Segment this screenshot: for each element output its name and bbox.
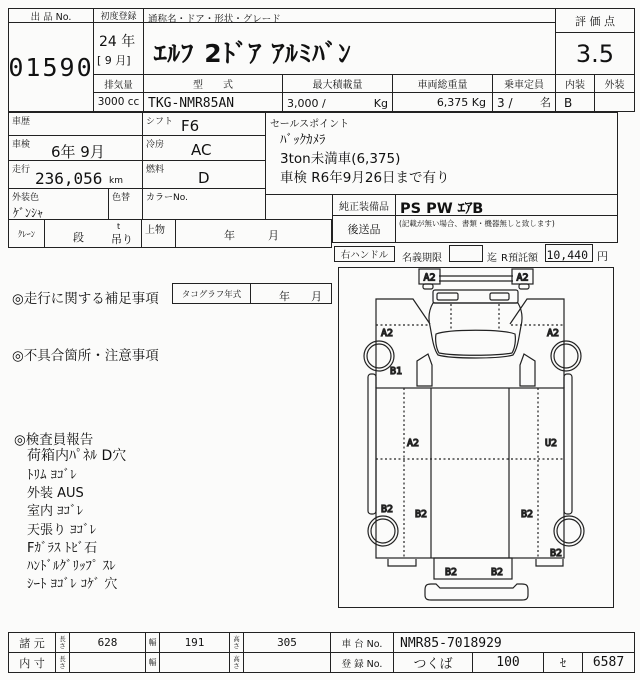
exterior-grade xyxy=(594,92,635,112)
tacho-year: 年 xyxy=(279,290,290,303)
deposit-value: 10,440 xyxy=(546,248,588,262)
inspector-line: 天張り ﾖｺﾞﾚ xyxy=(27,523,97,538)
tacho-month: 月 xyxy=(311,290,322,303)
chassis-label: 車 台 No. xyxy=(330,632,394,653)
length-label: 長さ xyxy=(59,654,66,670)
crane-dan: 段 xyxy=(73,231,84,244)
mileage-value: 236,056 xyxy=(35,169,103,188)
width-label: 幅 xyxy=(145,652,160,673)
inspector-line: ｼｰﾄ ﾖｺﾞﾚ ｺｹﾞ 穴 xyxy=(27,577,118,592)
crane-t: t xyxy=(117,222,121,231)
diagram-label-side-left-inner: B2 xyxy=(414,509,428,520)
tacho-label: タコグラフ年式 xyxy=(172,283,251,304)
interior-label: 内装 xyxy=(555,74,595,93)
lot-no-value: 01590 xyxy=(8,22,94,112)
height-value: 305 xyxy=(243,632,331,653)
inner-length-value xyxy=(69,652,146,673)
capacity-value: 3 / xyxy=(497,96,513,110)
chassis-value: NMR85-7018929 xyxy=(400,636,502,651)
inspector-line: 外装 AUS xyxy=(27,486,84,501)
reg-kana: ｾ xyxy=(543,652,583,673)
history-label: 車歴 xyxy=(12,117,31,127)
inner-width-value xyxy=(159,652,230,673)
diagram-label-cargo-left: A2 xyxy=(406,438,420,449)
inner-row-label: 内 寸 xyxy=(8,652,56,673)
capacity-unit: 名 xyxy=(540,96,551,109)
max-load-unit: Kg xyxy=(373,97,388,110)
color-change-label: 色替 xyxy=(112,193,131,203)
sales-line: 3ton未満車(6,375) xyxy=(280,151,401,167)
inspection-value: 6年 9月 xyxy=(51,143,105,161)
first-reg-label: 初度登録 xyxy=(93,8,144,23)
height-label: 高さ xyxy=(233,654,240,670)
spec-row-label: 諸 元 xyxy=(8,632,56,653)
fuel-label: 燃料 xyxy=(146,165,165,175)
uwamono-year: 年 xyxy=(224,229,235,242)
diagram-label-mirror-left: A2 xyxy=(423,272,436,284)
gvw-label: 車両総重量 xyxy=(392,74,493,93)
inspector-line: ﾊﾝﾄﾞﾙｸﾞﾘｯﾌﾟ ｽﾚ xyxy=(27,559,116,574)
oem-label: 純正装備品 xyxy=(332,194,396,216)
vehicle-name: ｴﾙﾌ 2ﾄﾞｱ ｱﾙﾐﾊﾞﾝ xyxy=(154,39,352,68)
score-label: 評 価 点 xyxy=(555,8,635,33)
width-label: 幅 xyxy=(145,632,160,653)
score-value: 3.5 xyxy=(555,32,635,75)
mileage-label: 走行 xyxy=(12,165,31,175)
body-color-label: 外装色 xyxy=(12,193,40,203)
diagram-label-front-right: A2 xyxy=(546,328,560,339)
max-load-label: 最大積載量 xyxy=(282,74,393,93)
diagram-label-rear-right: B2 xyxy=(490,567,504,578)
model-label: 型 式 xyxy=(143,74,283,93)
uwamono-month: 月 xyxy=(268,229,279,242)
height-label: 高さ xyxy=(233,634,240,650)
diagram-label-mirror-right: A2 xyxy=(516,272,529,284)
sales-title: セールスポイント xyxy=(270,119,350,130)
inner-height-value xyxy=(243,652,331,673)
diagram-label-b1: B1 xyxy=(389,366,403,377)
mileage-note-title: ◎走行に関する補足事項 xyxy=(12,291,159,307)
exterior-label: 外装 xyxy=(594,74,635,93)
vehicle-diagram xyxy=(338,267,614,608)
inspector-line: 荷箱内ﾊﾟﾈﾙ D穴 xyxy=(27,448,127,464)
yen-label: 円 xyxy=(597,250,608,263)
max-load-value: 3,000 / xyxy=(287,97,326,110)
sales-line: 車検 R6年9月26日まで有り xyxy=(280,170,450,186)
width-value: 191 xyxy=(159,632,230,653)
length-label: 長さ xyxy=(59,634,66,650)
mileage-unit: km xyxy=(109,176,123,186)
body-color-value: ｹﾞﾝｼｬ xyxy=(13,206,44,220)
fuel-value: D xyxy=(198,169,210,187)
first-reg-month: [ 9 月] xyxy=(97,54,131,67)
sales-line: ﾊﾞｯｸｶﾒﾗ xyxy=(280,133,326,148)
inspector-line: Fｶﾞﾗｽ ﾄﾋﾞ石 xyxy=(27,541,98,556)
reg-area: つくば xyxy=(393,652,473,673)
first-reg-year: 24 年 xyxy=(99,34,136,50)
defect-title: ◎不具合箇所・注意事項 xyxy=(12,348,159,364)
made-label: 迄 xyxy=(487,253,497,264)
crane-tsuri: 吊り xyxy=(111,233,133,246)
inspector-title: ◎検査員報告 xyxy=(14,432,94,448)
vehicle-name-label: 通称名・ドア・形状・グレード xyxy=(148,14,281,25)
later-note: (記載が無い場合、書類・機器無しと致します) xyxy=(399,219,555,228)
deadline-label: 名義期限 xyxy=(402,253,442,264)
truck-top-view xyxy=(339,268,611,605)
diagram-label-side-right-inner: B2 xyxy=(520,509,534,520)
inspector-line: 室内 ﾖｺﾞﾚ xyxy=(27,504,84,519)
handle-badge: 右ハンドル xyxy=(334,246,395,262)
interior-grade: B xyxy=(564,96,573,110)
ac-label: 冷房 xyxy=(146,140,165,150)
diagram-label-rear-left: B2 xyxy=(444,567,458,578)
ac-value: AC xyxy=(191,141,212,159)
later-label: 後送品 xyxy=(332,215,396,243)
reg-class: 100 xyxy=(472,652,544,673)
capacity-label: 乗車定員 xyxy=(492,74,556,93)
oem-value: PS PW ｴｱB xyxy=(400,201,484,217)
reg-label: 登 録 No. xyxy=(330,652,394,673)
model-value: TKG-NMR85AN xyxy=(148,96,235,111)
lot-no-label: 出 品 No. xyxy=(8,8,94,23)
deadline-box xyxy=(449,245,483,262)
color-no-label: カラーNo. xyxy=(146,193,188,203)
inspector-line: ﾄﾘﾑ ﾖｺﾞﾚ xyxy=(27,468,77,483)
reg-number: 6587 xyxy=(582,652,635,673)
inspection-label: 車検 xyxy=(12,140,31,150)
displacement-value: 3000 cc xyxy=(93,92,144,112)
gvw-value: 6,375 Kg xyxy=(436,96,486,109)
deposit-label: R預託額 xyxy=(501,253,538,264)
uwamono-label: 上物 xyxy=(145,225,165,236)
shift-value: F6 xyxy=(181,117,200,135)
crane-label: ｸﾚｰﾝ xyxy=(8,219,45,248)
length-value: 628 xyxy=(69,632,146,653)
diagram-label-side-left-outer: B2 xyxy=(380,504,394,515)
shift-label: シフト xyxy=(146,117,174,127)
diagram-label-side-right-outer: B2 xyxy=(549,548,563,559)
diagram-label-front-left: A2 xyxy=(380,328,394,339)
diagram-label-cargo-right: U2 xyxy=(544,438,558,449)
displacement-label: 排気量 xyxy=(93,74,144,93)
